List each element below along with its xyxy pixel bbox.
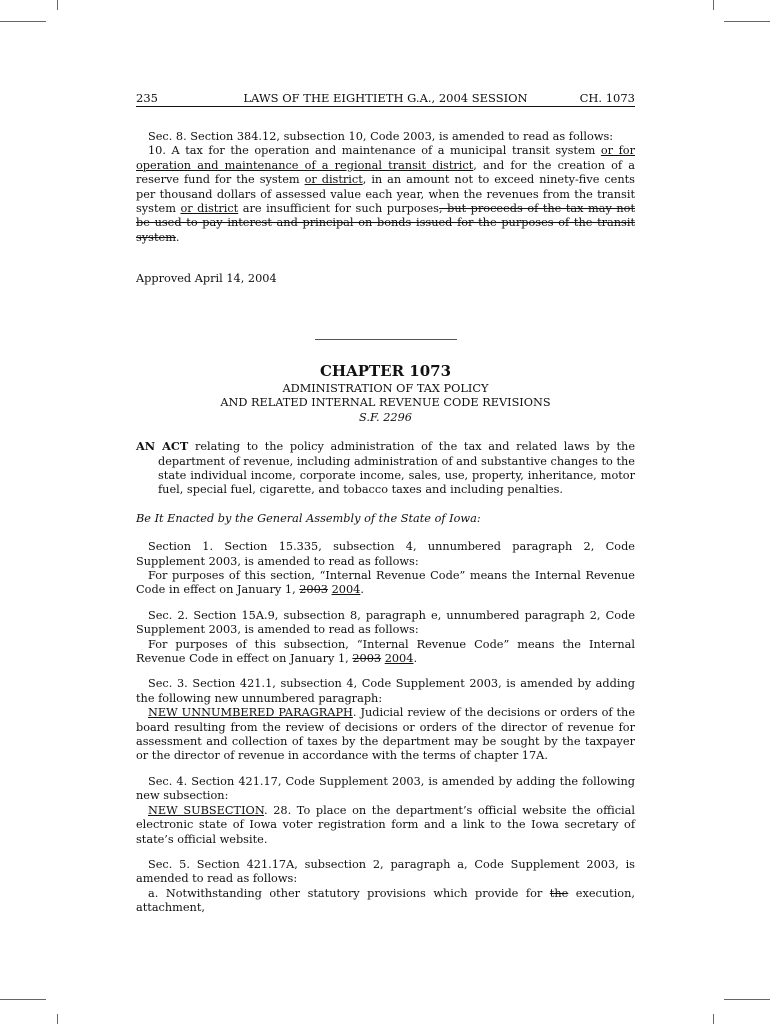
crop-mark [57, 0, 58, 10]
act-title: AN ACT relating to the policy administration of the tax and related laws by the department of revenue, including administration of and substantive changes to the state individual income, corporate income, sales, use, property, inheritance, motor fuel, special fuel, cigarette, and tobacco taxes and including penalties. [136, 439, 636, 497]
bill-number: S.F. 2296 [359, 410, 412, 424]
section-4-text: NEW SUBSECTION. 28. To place on the department’s official website the official electronic state of Iowa voter registration form and a link to the Iowa secretary of state’s official website. [136, 803, 635, 846]
section-3-text: NEW UNNUMBERED PARAGRAPH. Judicial review of the decisions or orders of the board resulting from the review of decisions or orders of the director of revenue for assessment and collection of taxes by the department may be sought by the taxpayer or the director of revenue in accordance with the terms of chapter 17A. [136, 706, 635, 763]
section-8-intro: Sec. 8. Section 384.12, subsection 10, Code 2003, is amended to read as follows: [148, 130, 614, 143]
enacting-clause: Be It Enacted by the General Assembly of the State of Iowa: [136, 511, 481, 525]
section-8 [136, 130, 635, 245]
crop-mark [0, 999, 46, 1000]
crop-mark [57, 1014, 58, 1024]
approval-date: Approved April 14, 2004 [136, 272, 277, 286]
section-3 [136, 677, 635, 763]
section-3-intro: Sec. 3. Section 421.1, subsection 4, Code Supplement 2003, is amended by adding the following new unnumbered paragraph: [136, 677, 635, 705]
crop-mark [724, 999, 770, 1000]
section-2-text: For purposes of this subsection, “Internal Revenue Code” means the Internal Revenue Code in effect on January 1, 2003 2004. [136, 637, 635, 666]
crop-mark [713, 0, 714, 10]
section-5 [136, 858, 635, 916]
section-5-text: a. Notwithstanding other statutory provisions which provide for the execution, attachment, [136, 886, 635, 915]
section-4 [136, 775, 635, 847]
section-1-intro: Section 1. Section 15.335, subsection 4, unnumbered paragraph 2, Code Supplement 2003, is amended to read as follows: [136, 540, 635, 568]
header-chapter: CH. 1073 [579, 91, 635, 105]
running-header [136, 90, 635, 107]
section-2-intro: Sec. 2. Section 15A.9, subsection 8, paragraph e, unnumbered paragraph 2, Code Supplement 2003, is amended to read as follows: [136, 608, 635, 637]
chapter-subtitle-2: AND RELATED INTERNAL REVENUE CODE REVISIONS [220, 396, 551, 410]
crop-mark [724, 21, 770, 22]
section-8-text: 10. A tax for the operation and maintenance of a municipal transit system or for operation and maintenance of a regional transit district, and for the creation of a reserve fund for the system or district, in an amount not to exceed ninety-five cents per thousand dollars of assessed value each year, when the revenues from the transit system or district are insufficient for such purposes, but proceeds of the tax may not be used to pay interest and principal on bonds issued for the purposes of the transit system. [136, 144, 635, 244]
section-1 [136, 540, 635, 598]
section-2 [136, 609, 635, 667]
crop-mark [0, 21, 46, 22]
page-number: 235 [136, 91, 158, 105]
header-title: LAWS OF THE EIGHTIETH G.A., 2004 SESSION [243, 91, 528, 105]
separator-rule [315, 339, 457, 340]
crop-mark [713, 1014, 714, 1024]
section-1-text: For purposes of this section, “Internal Revenue Code” means the Internal Revenue Code in effect on January 1, 2003 2004. [136, 569, 635, 597]
section-4-intro: Sec. 4. Section 421.17, Code Supplement 2003, is amended by adding the following new subsection: [136, 774, 635, 803]
chapter-subtitle-1: ADMINISTRATION OF TAX POLICY [282, 381, 489, 395]
chapter-title: CHAPTER 1073 [319, 361, 452, 380]
section-5-intro: Sec. 5. Section 421.17A, subsection 2, paragraph a, Code Supplement 2003, is amended to read as follows: [136, 857, 635, 886]
document-page [136, 90, 635, 916]
